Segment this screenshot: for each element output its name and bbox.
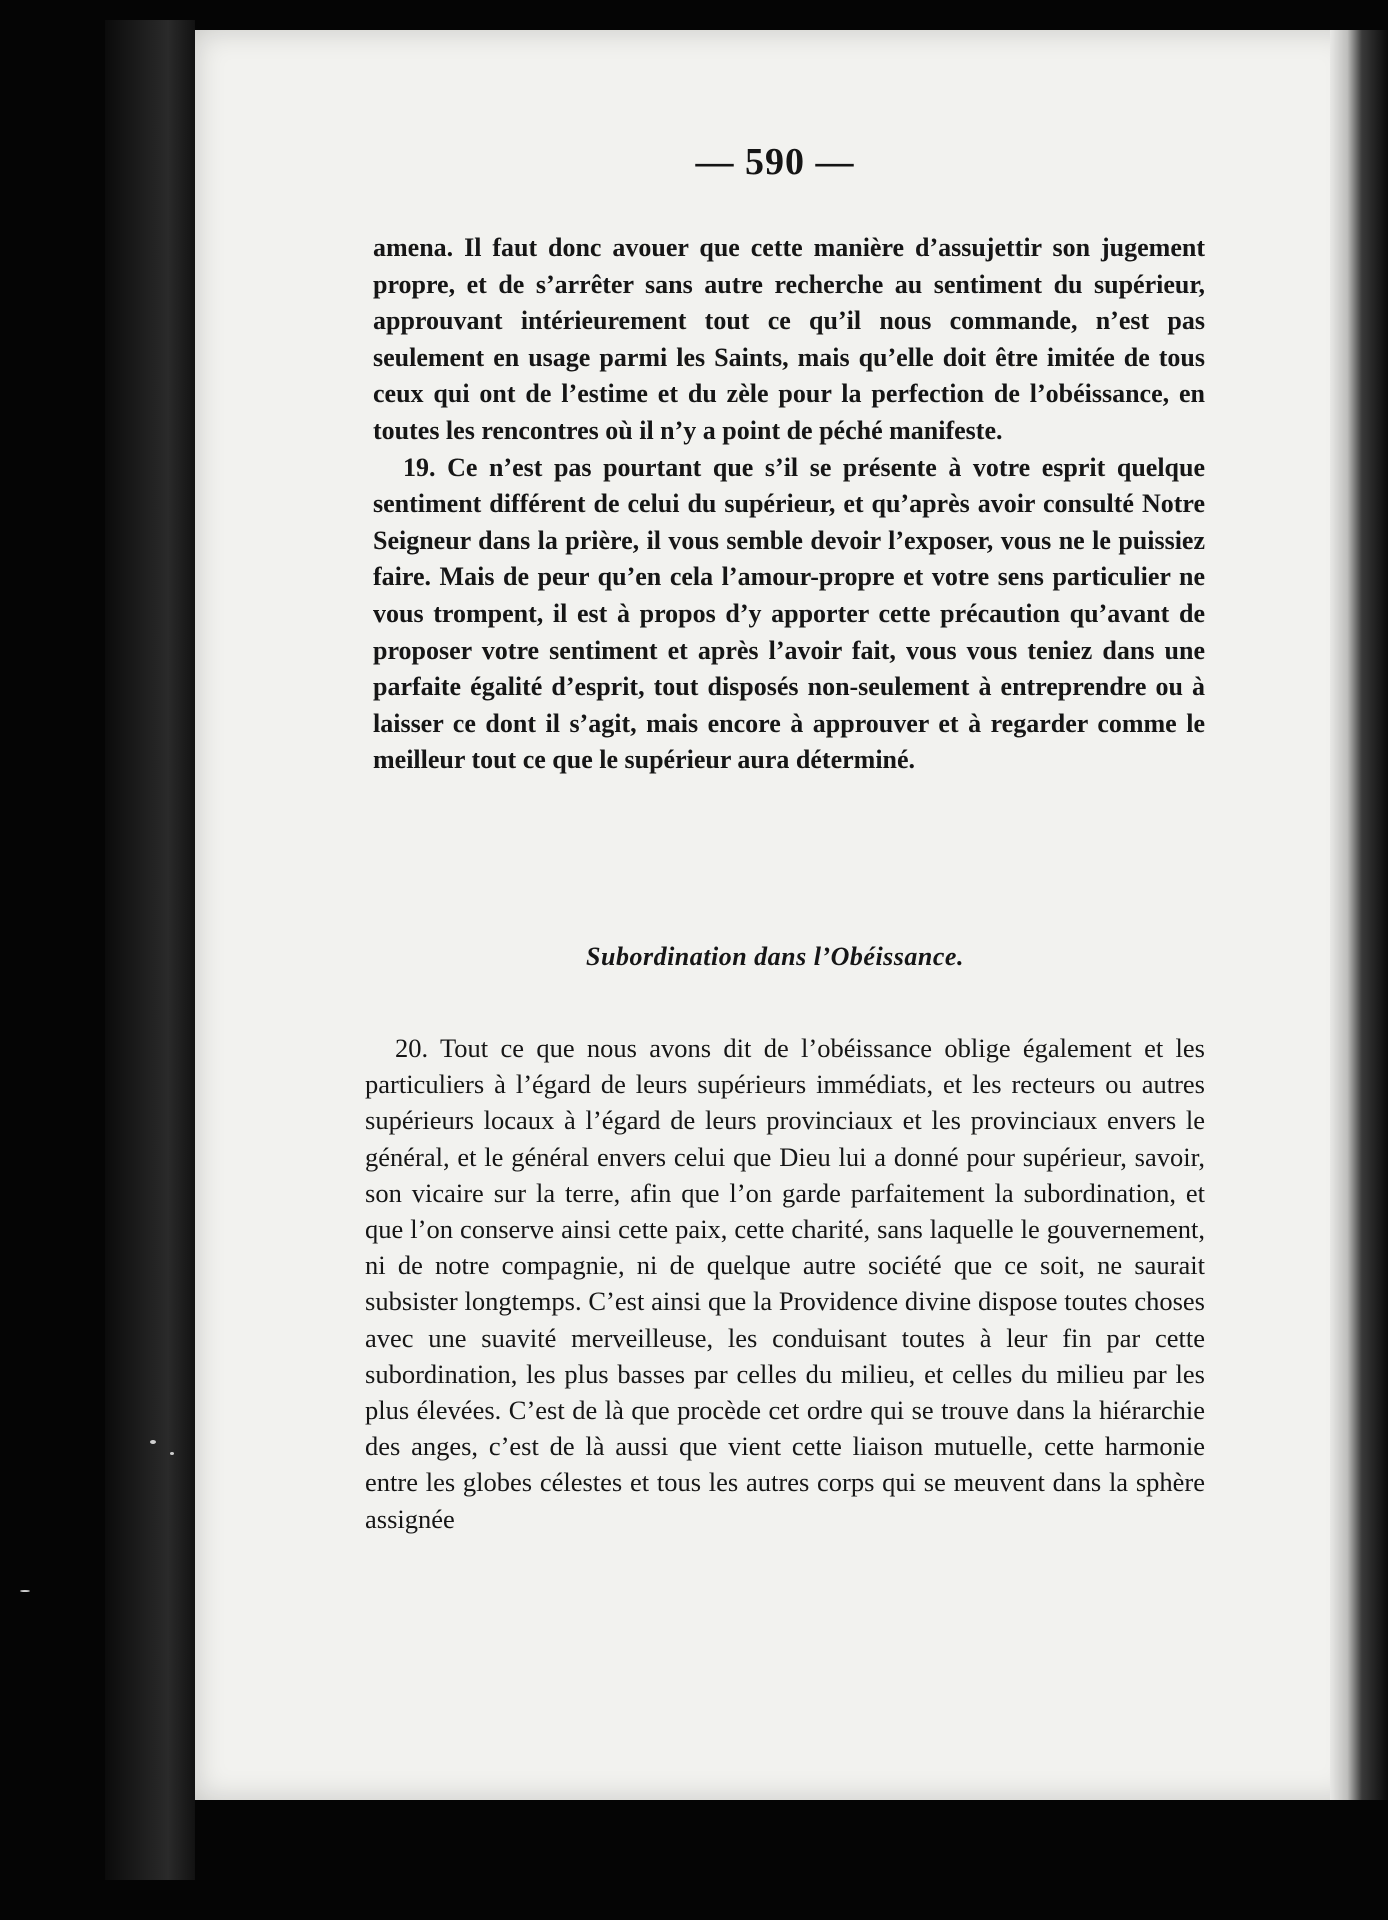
text-block-bottom bbox=[365, 1030, 1205, 1537]
text-block-top bbox=[373, 230, 1205, 779]
book-page bbox=[195, 30, 1355, 1800]
scan-speck bbox=[20, 1590, 30, 1592]
paragraph-19: 19. Ce n’est pas pourtant que s’il se présente à votre esprit quelque sentiment différent de celui du supérieur, et qu’après avoir consulté Notre Seigneur dans la prière, il vous semble devoir l’exposer, vous ne le puissiez faire. Mais de peur qu’en cela l’amour-propre et votre sens particulier ne vous trompent, il est à propos d’y apporter cette précaution qu’avant de proposer votre sentiment et après l’avoir fait, vous vous teniez dans une parfaite égalité d’esprit, tout disposés non-seulement à entreprendre ou à laisser ce dont il s’agit, mais encore à approuver et à regarder comme le meilleur tout ce que le supérieur aura déterminé. bbox=[373, 452, 1205, 775]
section-heading: Subordination dans l’Obéissance. bbox=[586, 942, 964, 971]
scan-speck bbox=[150, 1440, 156, 1444]
paragraph-20: 20. Tout ce que nous avons dit de l’obéissance oblige également et les particuliers à l’égard de leurs supérieurs immédiats, et les recteurs ou autres supérieurs locaux à l’égard de leurs provinciaux et les provinciaux envers le général, et le général envers celui que Dieu lui a donné pour supérieur, savoir, son vicaire sur la terre, afin que l’on garde parfaitement la subordination, et que l’on conserve ainsi cette paix, cette charité, sans laquelle le gouvernement, ni de notre compagnie, ni de quelque autre société que ce soit, ne saurait subsister longtemps. C’est ainsi que la Providence divine dispose toutes choses avec une suavité merveilleuse, les conduisant toutes à leur fin par cette subordination, les plus basses par celles du milieu, et celles du milieu par les plus élevées. C’est de là que procède cet ordre qui se trouve dans la hiérarchie des anges, c’est de là aussi que vient cette liaison mutuelle, cette harmonie entre les globes célestes et tous les autres corps qui se meuvent dans la sphère assignée bbox=[365, 1033, 1205, 1534]
scan-speck bbox=[170, 1452, 174, 1455]
page-edge-shadow bbox=[1330, 30, 1388, 1800]
paragraph-continuation: amena. Il faut donc avouer que cette manière d’assujettir son jugement propre, et de s’arrêter sans autre recherche au sentiment du supérieur, approuvant intérieurement tout ce qu’il nous commande, n’est pas seulement en usage parmi les Saints, mais qu’elle doit être imitée de tous ceux qui ont de l’estime et du zèle pour la perfection de l’obéissance, en toutes les rencontres où il n’y a point de péché manifeste. bbox=[373, 233, 1205, 445]
page-number: — 590 — bbox=[695, 141, 855, 183]
book-binding-shadow bbox=[105, 20, 195, 1880]
